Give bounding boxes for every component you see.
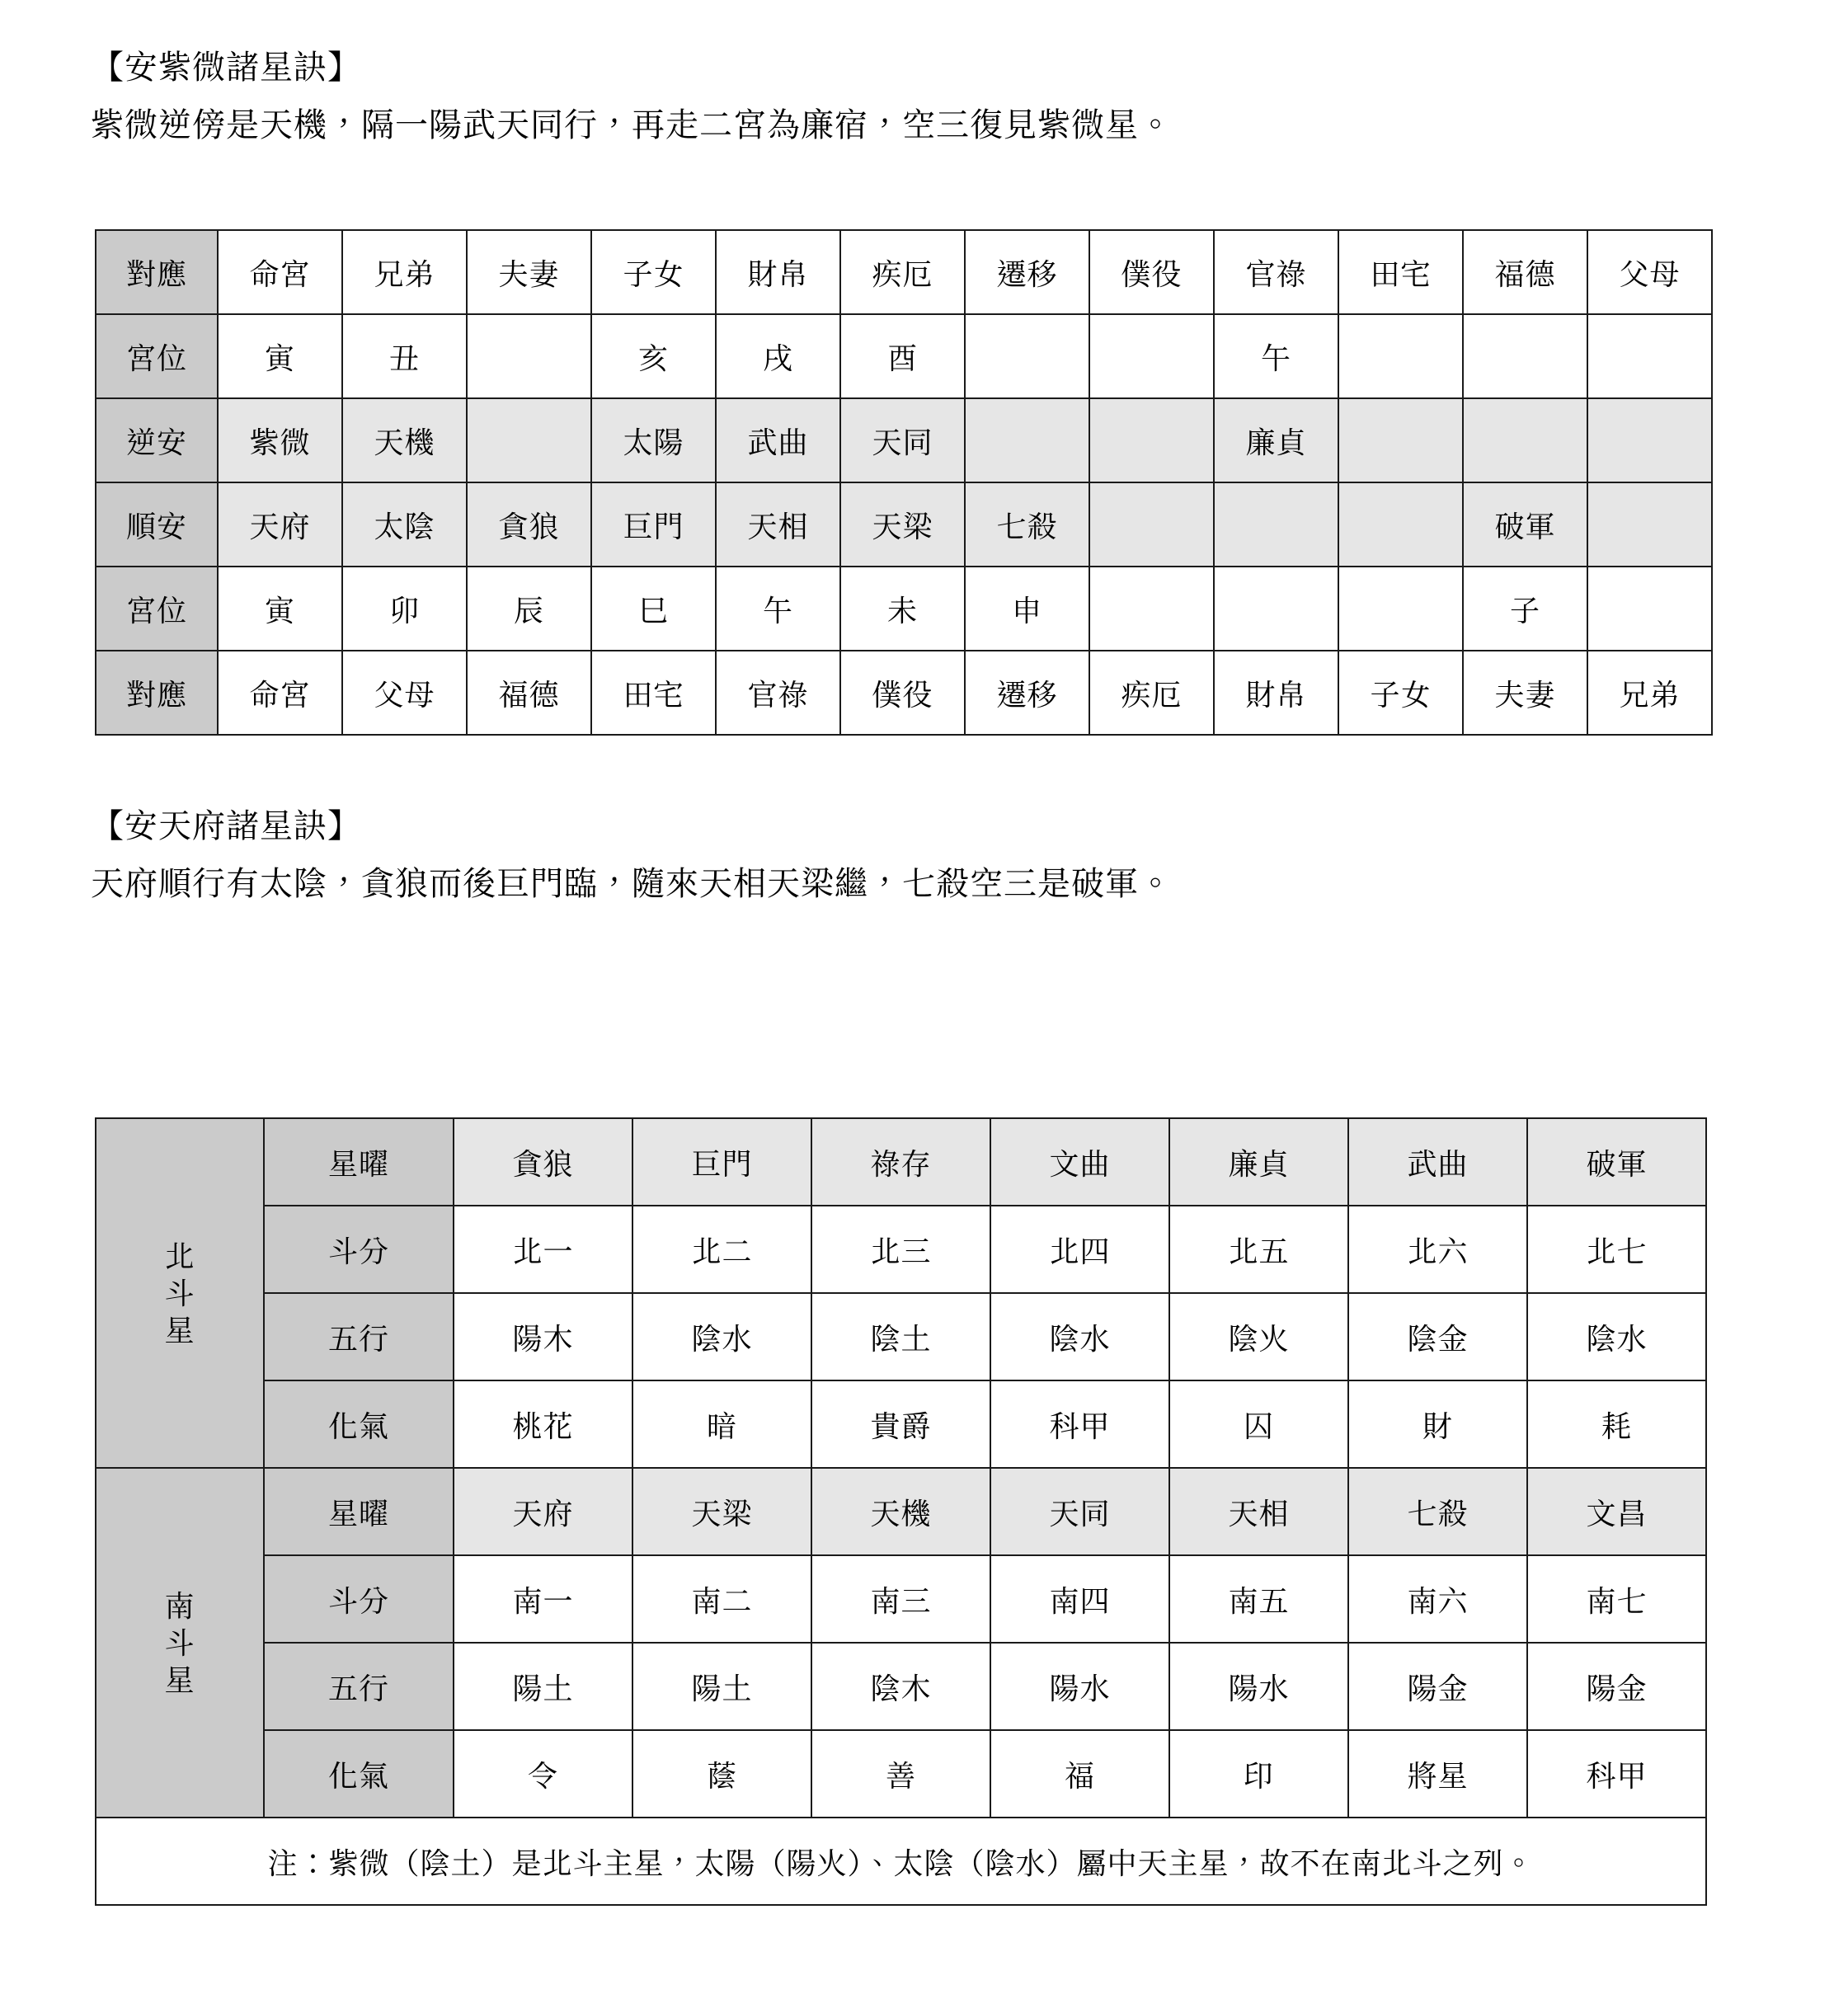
table-cell: 天府 [218, 482, 342, 567]
table-cell: 蔭 [632, 1730, 811, 1818]
ziwei-placement-table [95, 229, 1713, 736]
table-cell: 貪狼 [454, 1118, 632, 1206]
table-cell: 夫妻 [467, 230, 591, 314]
table-cell: 紫微 [218, 398, 342, 482]
table-cell: 子女 [591, 230, 716, 314]
table-cell: 南三 [811, 1555, 990, 1643]
table-cell: 夫妻 [1463, 651, 1587, 735]
table-cell: 破軍 [1527, 1118, 1706, 1206]
row-label-化氣: 化氣 [264, 1730, 454, 1818]
group-label-stack [96, 1119, 263, 1467]
table-cell: 囚 [1169, 1380, 1348, 1468]
table-cell: 天機 [342, 398, 467, 482]
table-cell: 丑 [342, 314, 467, 398]
table-cell [1338, 314, 1463, 398]
table-footer-row [96, 1818, 1706, 1905]
table-cell: 陰水 [990, 1293, 1169, 1380]
table-cell [1587, 567, 1712, 651]
table-cell: 太陰 [342, 482, 467, 567]
table-cell: 文曲 [990, 1118, 1169, 1206]
table-cell [1587, 482, 1712, 567]
table-cell [1338, 567, 1463, 651]
table-cell: 北三 [811, 1206, 990, 1293]
table-row [96, 1643, 1706, 1730]
table-cell: 父母 [342, 651, 467, 735]
row-label-4: 宮位 [96, 567, 218, 651]
section-two-verse: 天府順行有太陰，貪狼而後巨門臨，隨來天相天梁繼，七殺空三是破軍。 [91, 866, 1173, 902]
table-cell: 暗 [632, 1380, 811, 1468]
table-cell: 南四 [990, 1555, 1169, 1643]
table-cell: 北四 [990, 1206, 1169, 1293]
table-cell: 子 [1463, 567, 1587, 651]
table-row [96, 482, 1712, 567]
table-cell: 廉貞 [1169, 1118, 1348, 1206]
table-row [96, 567, 1712, 651]
group-label-char: 星 [164, 1662, 195, 1697]
row-label-斗分: 斗分 [264, 1555, 454, 1643]
group-label-stack [96, 1469, 263, 1817]
table-cell [1463, 314, 1587, 398]
table-cell: 北五 [1169, 1206, 1348, 1293]
table-cell: 貴爵 [811, 1380, 990, 1468]
table-cell [1089, 398, 1214, 482]
star-attributes-table [95, 1117, 1707, 1906]
table-cell: 命宮 [218, 230, 342, 314]
row-label-星曜: 星曜 [264, 1468, 454, 1555]
table-cell: 天府 [454, 1468, 632, 1555]
table-cell: 南一 [454, 1555, 632, 1643]
table-cell: 陰土 [811, 1293, 990, 1380]
table-cell: 官祿 [716, 651, 840, 735]
table-cell: 陽金 [1527, 1643, 1706, 1730]
table-cell: 陰水 [632, 1293, 811, 1380]
table-cell [1089, 567, 1214, 651]
table-row [96, 1118, 1706, 1206]
table-cell: 僕役 [840, 651, 965, 735]
table-row [96, 651, 1712, 735]
table-cell: 巨門 [632, 1118, 811, 1206]
table-cell: 田宅 [1338, 230, 1463, 314]
table-cell: 太陽 [591, 398, 716, 482]
table-cell: 遷移 [965, 651, 1089, 735]
group-label-北斗星 [96, 1118, 264, 1468]
table-cell: 祿存 [811, 1118, 990, 1206]
section-one-title: 【安紫微諸星訣】 [91, 49, 361, 86]
section-two-title: 【安天府諸星訣】 [91, 808, 361, 844]
table-cell: 疾厄 [1089, 651, 1214, 735]
table-cell: 天梁 [840, 482, 965, 567]
row-label-1: 宮位 [96, 314, 218, 398]
table-cell: 命宮 [218, 651, 342, 735]
row-label-2: 逆安 [96, 398, 218, 482]
table-cell: 天相 [716, 482, 840, 567]
table-cell: 陰水 [1527, 1293, 1706, 1380]
table-cell [1463, 398, 1587, 482]
table-cell: 官祿 [1214, 230, 1338, 314]
table-cell: 福德 [467, 651, 591, 735]
table-cell: 陽水 [1169, 1643, 1348, 1730]
table-cell: 陰金 [1348, 1293, 1527, 1380]
table-row [96, 1380, 1706, 1468]
table-cell [1587, 398, 1712, 482]
table-cell: 科甲 [1527, 1730, 1706, 1818]
table-cell: 午 [716, 567, 840, 651]
table-cell: 桃花 [454, 1380, 632, 1468]
table-cell: 貪狼 [467, 482, 591, 567]
table-cell: 陽土 [632, 1643, 811, 1730]
section-two-heading-block [91, 804, 1173, 906]
table-cell: 科甲 [990, 1380, 1169, 1468]
table-cell: 令 [454, 1730, 632, 1818]
table-cell [965, 314, 1089, 398]
table-cell: 天相 [1169, 1468, 1348, 1555]
table-cell: 巳 [591, 567, 716, 651]
table-cell: 酉 [840, 314, 965, 398]
table-cell: 南六 [1348, 1555, 1527, 1643]
table-cell: 陰木 [811, 1643, 990, 1730]
table-cell: 七殺 [965, 482, 1089, 567]
table-cell [1338, 398, 1463, 482]
table-cell: 未 [840, 567, 965, 651]
table-cell: 亥 [591, 314, 716, 398]
table-cell [1214, 567, 1338, 651]
table-cell: 僕役 [1089, 230, 1214, 314]
ziwei-placement-table-body [96, 230, 1712, 735]
table-cell: 南二 [632, 1555, 811, 1643]
table-cell [1089, 482, 1214, 567]
table-cell: 武曲 [716, 398, 840, 482]
table-cell: 天同 [840, 398, 965, 482]
table-cell: 武曲 [1348, 1118, 1527, 1206]
table-cell: 財 [1348, 1380, 1527, 1468]
group-label-char: 斗 [164, 1625, 195, 1660]
row-label-化氣: 化氣 [264, 1380, 454, 1468]
group-label-char: 星 [164, 1313, 195, 1347]
table-row [96, 1555, 1706, 1643]
group-label-南斗星 [96, 1468, 264, 1818]
table-cell: 卯 [342, 567, 467, 651]
table-cell: 印 [1169, 1730, 1348, 1818]
section-one-heading-block [91, 45, 1173, 148]
table-cell: 文昌 [1527, 1468, 1706, 1555]
table-cell: 疾厄 [840, 230, 965, 314]
table-row [96, 314, 1712, 398]
group-label-char: 北 [164, 1239, 195, 1273]
table-cell: 破軍 [1463, 482, 1587, 567]
table-cell: 將星 [1348, 1730, 1527, 1818]
table-cell: 戌 [716, 314, 840, 398]
table-row [96, 398, 1712, 482]
table-cell [1214, 482, 1338, 567]
table-cell: 財帛 [716, 230, 840, 314]
table-cell: 陽木 [454, 1293, 632, 1380]
table-cell: 北一 [454, 1206, 632, 1293]
row-label-五行: 五行 [264, 1643, 454, 1730]
row-label-5: 對應 [96, 651, 218, 735]
table-cell [965, 398, 1089, 482]
table-cell [467, 398, 591, 482]
table-cell: 南七 [1527, 1555, 1706, 1643]
table-cell: 陽水 [990, 1643, 1169, 1730]
table-footnote: 注：紫微（陰土）是北斗主星，太陽（陽火）、太陰（陰水）屬中天主星，故不在南北斗之列。 [96, 1818, 1706, 1905]
table-cell: 耗 [1527, 1380, 1706, 1468]
table-cell: 福德 [1463, 230, 1587, 314]
table-cell: 午 [1214, 314, 1338, 398]
table-cell: 申 [965, 567, 1089, 651]
table-cell: 寅 [218, 314, 342, 398]
table-row [96, 1730, 1706, 1818]
table-row [96, 1293, 1706, 1380]
table-cell: 七殺 [1348, 1468, 1527, 1555]
row-label-五行: 五行 [264, 1293, 454, 1380]
table-cell: 陽金 [1348, 1643, 1527, 1730]
table-cell: 天機 [811, 1468, 990, 1555]
star-attributes-table-body [96, 1118, 1706, 1905]
table-cell [467, 314, 591, 398]
table-row [96, 230, 1712, 314]
table-cell: 南五 [1169, 1555, 1348, 1643]
table-cell [1338, 482, 1463, 567]
table-row [96, 1206, 1706, 1293]
row-label-3: 順安 [96, 482, 218, 567]
row-label-斗分: 斗分 [264, 1206, 454, 1293]
table-cell: 兄弟 [342, 230, 467, 314]
table-cell: 北二 [632, 1206, 811, 1293]
table-cell: 善 [811, 1730, 990, 1818]
table-cell: 父母 [1587, 230, 1712, 314]
section-one-verse: 紫微逆傍是天機，隔一陽武天同行，再走二宮為廉宿，空三復見紫微星。 [91, 107, 1173, 143]
table-cell: 寅 [218, 567, 342, 651]
table-cell: 巨門 [591, 482, 716, 567]
table-cell: 陽土 [454, 1643, 632, 1730]
table-cell: 北六 [1348, 1206, 1527, 1293]
table-cell: 天梁 [632, 1468, 811, 1555]
group-label-char: 南 [164, 1588, 195, 1623]
row-label-星曜: 星曜 [264, 1118, 454, 1206]
table-cell: 遷移 [965, 230, 1089, 314]
table-cell: 財帛 [1214, 651, 1338, 735]
row-label-0: 對應 [96, 230, 218, 314]
table-cell: 子女 [1338, 651, 1463, 735]
table-cell: 陰火 [1169, 1293, 1348, 1380]
table-cell: 兄弟 [1587, 651, 1712, 735]
table-cell [1089, 314, 1214, 398]
table-cell: 福 [990, 1730, 1169, 1818]
table-cell: 廉貞 [1214, 398, 1338, 482]
table-cell: 田宅 [591, 651, 716, 735]
table-row [96, 1468, 1706, 1555]
table-cell: 辰 [467, 567, 591, 651]
group-label-char: 斗 [164, 1276, 195, 1310]
table-cell [1587, 314, 1712, 398]
table-cell: 北七 [1527, 1206, 1706, 1293]
table-cell: 天同 [990, 1468, 1169, 1555]
